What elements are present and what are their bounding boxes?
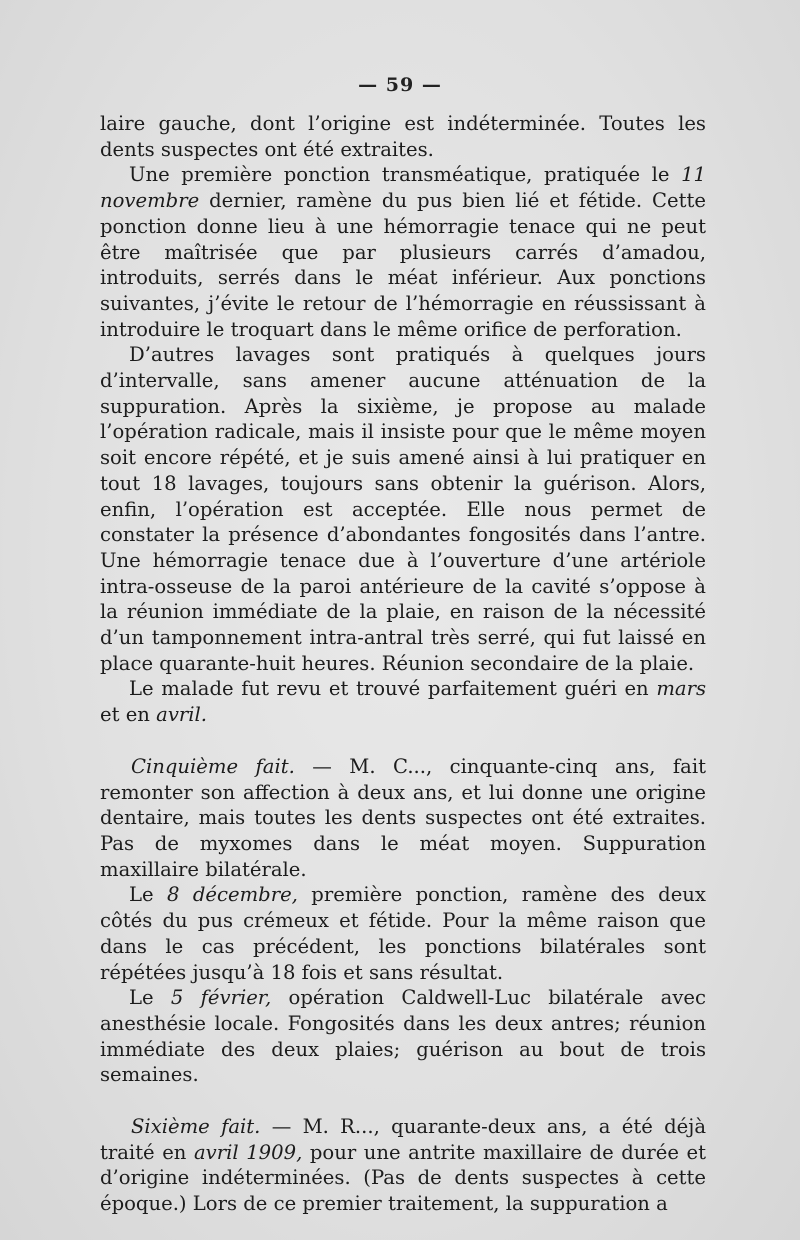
- text-span: Le: [129, 883, 168, 907]
- paragraph-lavages: D’autres lavages sont pratiqués à quelques jours d’intervalle, sans amener aucune atténuation de la suppuration. Après la sixième, je propose au malade l’opération radicale, mais il insiste pour que le même moyen soit encore répété, et je suis amené ainsi à lui pratiquer en tout 18 lavages, toujours sans obtenir la guérison. Alors, enfin, l’opération est acceptée. Elle nous permet de constater la présence d’abondantes fongosités dans l’antre. Une hémorragie tenace due à l’ouverture d’une artériole intra-osseuse de la paroi antérieure de la cavité s’oppose à la réunion immédiate de la plaie, en raison de la nécessité d’un tamponnement intra-antral très serré, qui fut laissé en place quarante-huit heures. Réunion secondaire de la plaie.: [100, 343, 706, 675]
- date-italic: 11 novembre: [100, 163, 706, 213]
- text-span: première ponction, ramène des deux côtés du pus crémeux et fétide. Pour la même raison que dans le cas précédent, les ponctions bilatérales sont répétées jusqu’à 18 fois et sans résultat.: [100, 883, 706, 984]
- text-span: opération Caldwell-Luc bilatérale avec anesthésie locale. Fongosités dans les deux antres; réunion immédiate des deux plaies; guérison au bout de trois semaines.: [100, 986, 706, 1087]
- text-span: — M. C..., cinquante-cinq ans, fait remonter son affection à deux ans, et lui donne une origine dentaire, mais toutes les dents suspectes ont été extraites. Pas de myxomes dans le méat moyen. Suppuration maxillaire bilatérale.: [100, 754, 707, 881]
- text-span: Une première ponction transméatique, pratiquée le: [129, 163, 682, 187]
- text-span: et en: [100, 703, 157, 727]
- paragraph-first-puncture: [100, 162, 706, 342]
- text-span: Le: [129, 986, 171, 1010]
- month-italic: avril.: [156, 703, 208, 727]
- case-heading: Cinquième fait.: [131, 754, 295, 778]
- paragraph-recovery: [100, 676, 706, 727]
- paragraph-fifth-case: [100, 754, 706, 883]
- body-text: [100, 111, 706, 1217]
- page-number: — 59 —: [358, 74, 442, 96]
- text-span: pour une antrite maxillaire de durée et d’origine indéterminées. (Pas de dents suspectes à cette époque.) Lors de ce premier traitement, la suppuration a: [100, 1140, 706, 1216]
- text-span: dernier, ramène du pus bien lié et fétide. Cette ponction donne lieu à une hémorragie tenace qui ne peut être maîtrisée que par plusieurs carrés d’amadou, introduits, serrés dans le méat inférieur. Aux ponctions suivantes, j’évite le retour de l’hémorragie en réussissant à introduire le troquart dans le même orifice de perforation.: [100, 189, 706, 341]
- date-italic: 8 décembre,: [167, 883, 298, 907]
- paragraph-december: [100, 882, 706, 985]
- date-italic: avril 1909,: [194, 1140, 303, 1164]
- case-heading: Sixième fait.: [131, 1115, 261, 1139]
- date-italic: 5 février,: [170, 986, 272, 1010]
- month-italic: mars: [656, 677, 706, 701]
- text-span: Le malade fut revu et trouvé parfaitement guéri en: [129, 677, 657, 701]
- paragraph-february: [100, 985, 706, 1088]
- text-span: — M. R..., quarante-deux ans, a été déjà traité en: [100, 1115, 706, 1164]
- paragraph-continuation: laire gauche, dont l’origine est indéterminée. Toutes les dents suspectes ont été extraites.: [100, 112, 706, 161]
- paragraph-sixth-case: [100, 1114, 706, 1217]
